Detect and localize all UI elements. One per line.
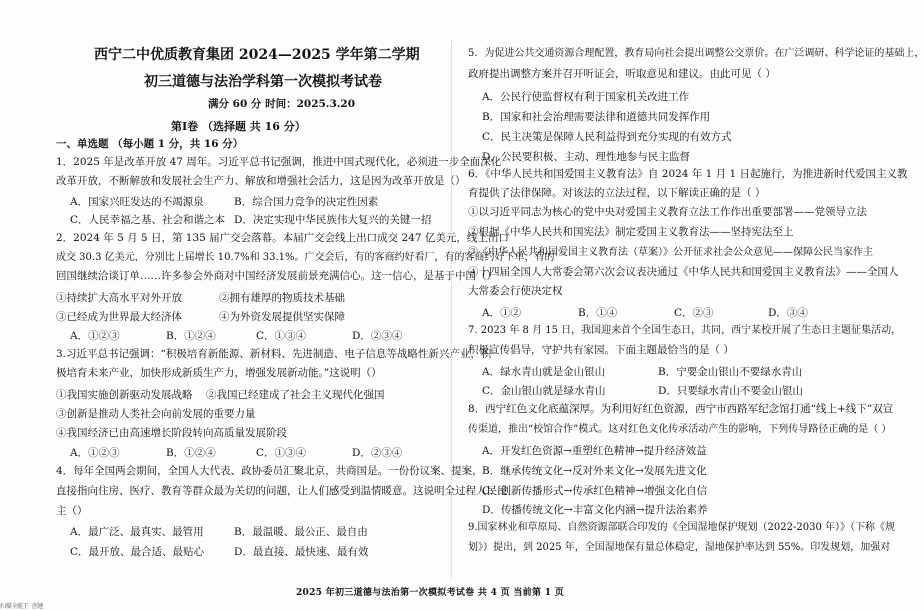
q7-option-a: A．绿水青山就是金山银山	[482, 366, 606, 378]
exam-title-line2: 初三道德与法治学科第一次模拟考试卷	[144, 74, 382, 90]
q1-line1: 1．2025 年是改革开放 47 周年。习近平总书记强调，推进中国式现代化，必须进一步全面深化	[56, 156, 502, 168]
part-heading: 一、单选题 （每小题 1 分，共 16 分）	[56, 138, 244, 150]
q6-option-b: B．①④	[578, 307, 618, 319]
q2-option-a: A．①②③	[70, 330, 120, 342]
q2-line3: 回国继续洽谈订单……许多参会外商对中国经济发展前景充满信心。这一信心，是基于中国（）	[56, 270, 497, 282]
q5-option-a: A．公民行使监督权有利于国家机关改进工作	[482, 91, 690, 103]
column-divider	[451, 40, 452, 580]
q1-line2: 改革开放，不断解放和发展社会生产力、解放和增强社会活力，这是因为改革开放是（）	[56, 175, 466, 187]
q3-item-3: ③创新是推动人类社会向前发展的重要力量	[56, 408, 256, 420]
q9-line2: 划》）提出，到 2025 年，全国湿地保有量总体稳定，湿地保护率达到 55%。印发规划，加强对	[468, 542, 891, 553]
q2-option-c: C．①③④	[256, 330, 307, 342]
q2-item-2: ②拥有雄厚的物质技术基础	[219, 292, 345, 304]
q1-option-c: C．人民幸福之基、社会和谐之本	[70, 214, 226, 226]
q1-option-b: B．综合国力竞争的决定性因素	[234, 196, 379, 208]
q6-option-d: D．③④	[768, 307, 808, 319]
q1-option-d: D．决定实现中华民族伟大复兴的关键一招	[234, 214, 432, 226]
q2-item-1: ①持续扩大高水平对外开放	[56, 292, 182, 304]
q3-item-4: ④我国经济已由高速增长阶段转向高质量发展阶段	[56, 427, 287, 439]
q6-item-3: ③《中华人民共和国爱国主义教育法（草案）》公开征求社会公众意见——保障公民当家作主	[468, 247, 873, 258]
q6-item-2: ②根据《中华人民共和国宪法》制定爱国主义教育法——坚持宪法至上	[468, 226, 794, 238]
q6-line2: 育提供了法律保障。对该法的立法过程，以下解读正确的是（ ）	[468, 187, 766, 199]
q4-line1: 4．每年全国两会期间，全国人大代表、政协委员汇聚北京，共商国是。一份份议案、提案，	[56, 465, 483, 477]
page-footer: 2025 年初三道德与法治第一次模拟考试卷 共 4 页 当前第 1 页	[295, 588, 564, 598]
q6-line1: 6．《中华人民共和国爱国主义教育法》自 2024 年 1 月 1 日起施行，为推进新时代爱国主义教	[468, 168, 908, 180]
q4-option-d: D．最直接、最快速、最有效	[234, 546, 369, 558]
q7-line1: 7. 2023 年 8 月 15 日，我国迎来首个全国生态日，共同，西宁某校开展了生态日主题征集活动，	[468, 325, 902, 336]
q4-option-c: C．最开放、最合适、最贴心	[70, 546, 205, 558]
q1-option-a: A．国家兴旺发达的不竭源泉	[70, 196, 204, 208]
q4-option-a: A．最广泛、最真实、最管用	[70, 526, 204, 538]
q8-option-b: B．继承传统文化→反对外来文化→发展先进文化	[482, 465, 707, 477]
q9-line1: 9.国家林业和草原局、自然资源部联合印发的《全国湿地保护规划（2022-2030 年）》（下称《规	[468, 522, 895, 533]
q5-option-d: D．公民要积极、主动、理性地参与民主监督	[482, 151, 690, 163]
q3-line1: 3.习近平总书记强调：“积极培育新能源、新材料、先进制造、电子信息等战略性新兴产业，积	[56, 348, 492, 360]
q6-option-a: A．①②	[482, 307, 522, 319]
q7-line2: 积极宣传倡导，守护共有家园。下面主题最恰当的是（ ）	[468, 344, 734, 356]
q6-option-c: C．②③	[674, 307, 714, 319]
scanner-watermark: 扫描全能王 创建	[0, 603, 44, 610]
q3-item-2: ②我国已经建成了社会主义现代化强国	[206, 389, 385, 401]
q2-line1: 2．2024 年 5 月 5 日，第 135 届广交会落幕。本届广交会线上出口成交 247 亿美元，线上出口	[56, 232, 509, 244]
q2-option-b: B．①②④	[166, 330, 216, 342]
q3-line2: 极培育未来产业，加快形成新质生产力，增强发展新动能。”这说明（）	[56, 367, 382, 379]
q2-option-d: D．②③④	[352, 330, 403, 342]
q4-line2: 直接指向住房、医疗、教育等群众最为关切的问题，让人们感受到温情暖意。这说明全过程人民民	[56, 485, 508, 497]
q6-item-4: ④十四届全国人大常委会第六次会议表决通过《中华人民共和国爱国主义教育法》——全国人	[468, 266, 899, 278]
q4-option-b: B．最温暖、最公正、最自由	[234, 526, 368, 538]
q6-item-1: ①以习近平同志为核心的党中央对爱国主义教育立法工作作出重要部署——党领导立法	[468, 206, 867, 218]
q4-line3: 主（）	[56, 505, 88, 517]
q2-item-4: ④为外资发展提供坚实保障	[219, 311, 345, 323]
q2-item-3: ③已经成为世界最大经济体	[56, 311, 182, 323]
q8-option-d: D．传播传统文化→丰富文化内涵→提升法治素养	[482, 504, 708, 516]
q8-option-a: A．开发红色资源→重塑红色精神→提升经济效益	[482, 445, 707, 457]
q8-option-c: C．创新传播形式→传承红色精神→增强文化自信	[482, 485, 708, 497]
q3-option-c: C．①③④	[256, 447, 307, 459]
q3-item-1: ①我国实施创新驱动发展战略	[56, 389, 193, 401]
section-heading: 第Ⅰ卷 （选择题 共 16 分）	[171, 120, 306, 133]
q6-item-4-cont: 大常委会行使决定权	[468, 285, 563, 297]
q5-line1: 5．为促进公共交通资源合理配置，教育局向社会提出调整公交票价。在广泛调研、科学论证的基础上，	[468, 48, 924, 59]
q5-line2: 政府提出调整方案并召开听证会，听取意见和建议。由此可见（ ）	[468, 68, 776, 80]
exam-meta: 满分 60 分 时间：2025.3.20	[208, 98, 356, 110]
q5-option-b: B．国家和社会治理需要法律和道德共同发挥作用	[482, 111, 711, 123]
q7-option-b: B．宁要金山银山不要绿水青山	[658, 366, 803, 378]
q5-option-c: C．民主决策是保障人民利益得到充分实现的有效方式	[482, 131, 732, 143]
exam-title-line1: 西宁二中优质教育集团 2024—2025 学年第二学期	[94, 47, 420, 63]
q3-option-b: B．①②④	[166, 447, 216, 459]
q7-option-c: C．金山银山就是绿水青山	[482, 385, 606, 397]
q8-line2: 传渠道，推出“校馆合作”模式。这对红色文化传承活动产生的影响，下列传导路径正确的是（ ）	[468, 424, 892, 435]
q7-option-d: D．只要绿水青山不要金山银山	[658, 385, 803, 397]
q8-line1: 8．西宁红色文化底蕴深厚。为利用好红色资源，西宁市西路军纪念馆打通“线上+线下”双宣	[468, 403, 894, 415]
q3-option-a: A．①②③	[70, 447, 120, 459]
q2-line2: 成交 30.3 亿美元，分别比上届增长 10.7%和 33.1%。广交会后，有的客商约好看厂，有的客商约好下单，有的	[56, 252, 555, 263]
q3-option-d: D．②③④	[352, 447, 403, 459]
